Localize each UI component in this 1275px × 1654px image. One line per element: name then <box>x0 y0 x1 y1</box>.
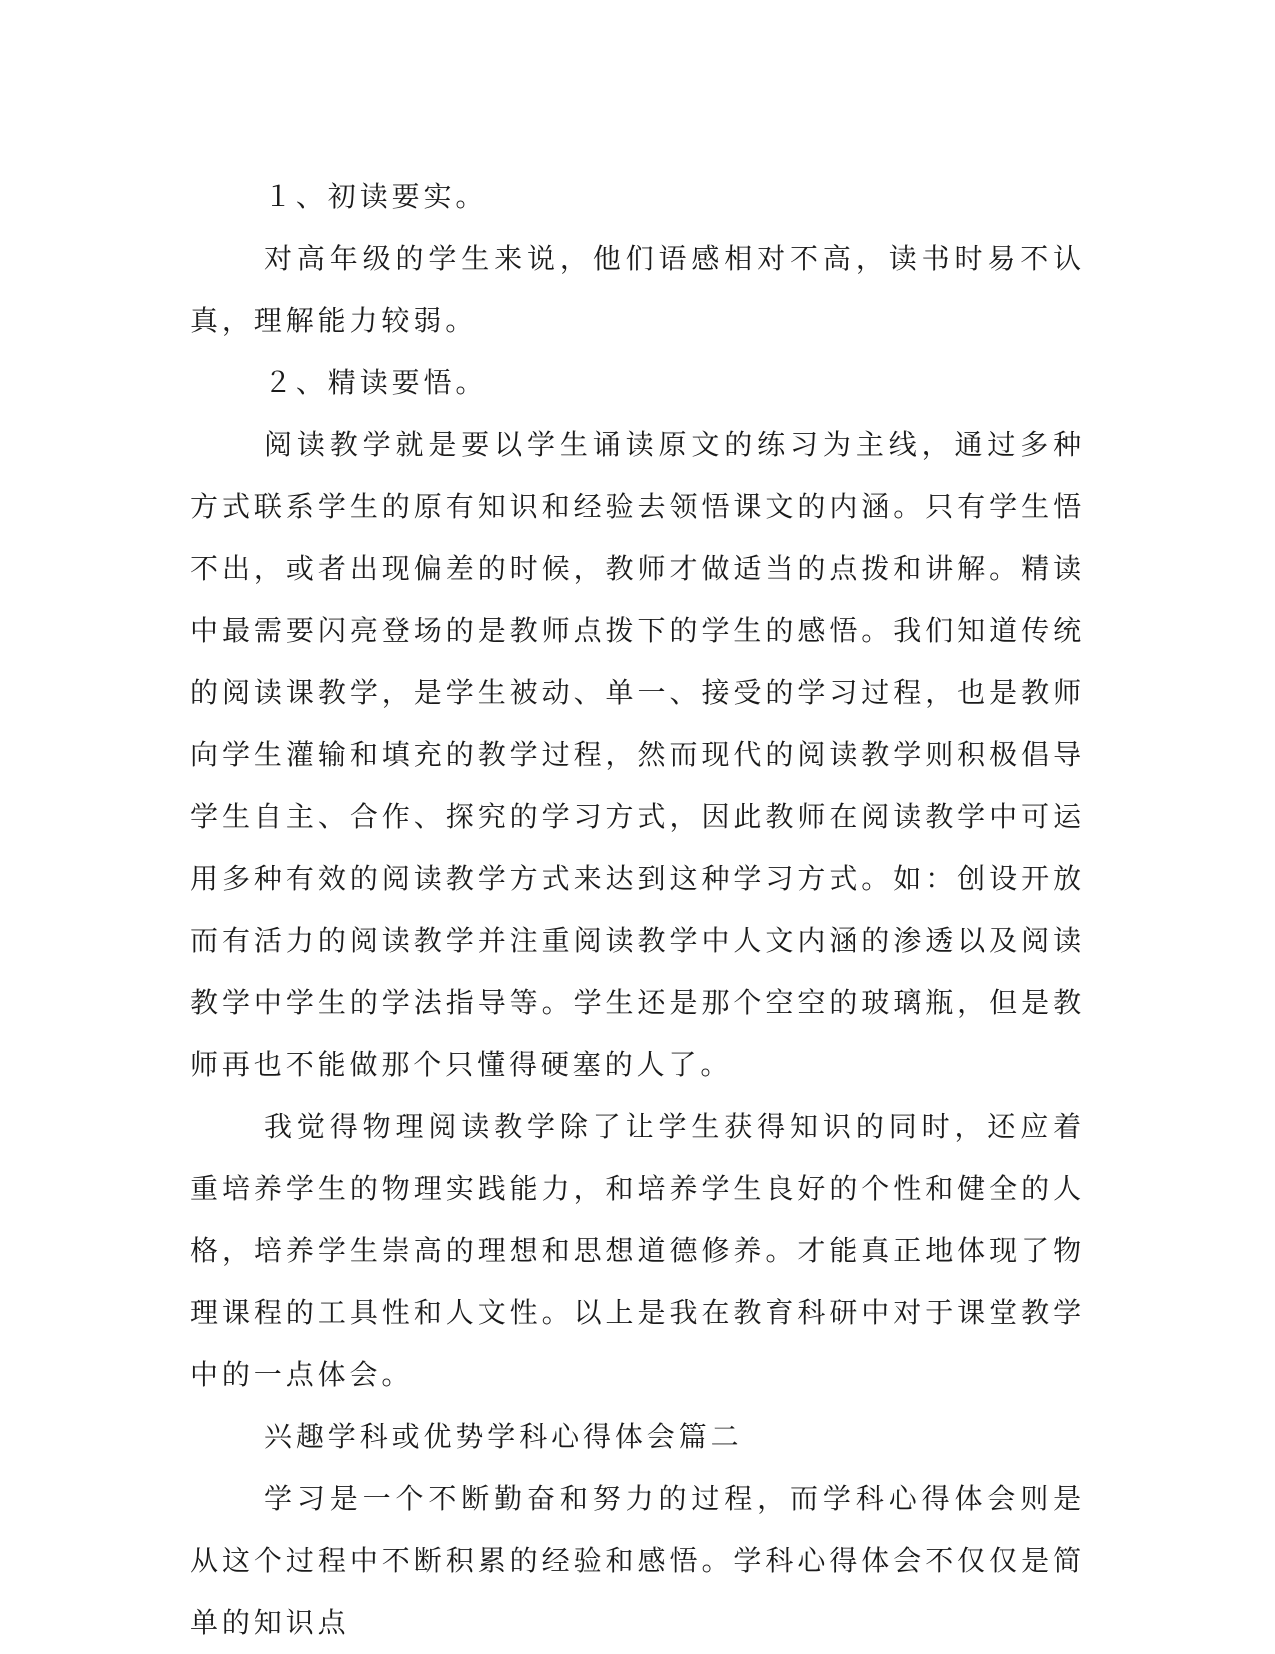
list-item-first-reading: １、初读要实。 <box>264 180 488 213</box>
paragraph-learning-process: 学习是一个不断勤奋和努力的过程，而学科心得体会则是从这个过程中不断积累的经验和感悟。学科心得体会不仅仅是简单的知识点 <box>190 1482 1085 1639</box>
list-item-close-reading: ２、精读要悟。 <box>264 366 488 399</box>
paragraph-first-reading: 对高年级的学生来说，他们语感相对不高，读书时易不认真，理解能力较弱。 <box>190 242 1085 337</box>
section-heading: 兴趣学科或优势学科心得体会篇二 <box>264 1420 743 1453</box>
paragraph-close-reading: 阅读教学就是要以学生诵读原文的练习为主线，通过多种方式联系学生的原有知识和经验去领悟课文的内涵。只有学生悟不出，或者出现偏差的时候，教师才做适当的点拨和讲解。精读中最需要闪亮登场的是教师点拨下的学生的感悟。我们知道传统的阅读课教学，是学生被动、单一、接受的学习过程，也是教师向学生灌输和填充的教学过程，然而现代的阅读教学则积极倡导学生自主、合作、探究的学习方式，因此教师在阅读教学中可运用多种有效的阅读教学方式来达到这种学习方式。如：创设开放而有活力的阅读教学并注重阅读教学中人文内涵的渗透以及阅读教学中学生的学法指导等。学生还是那个空空的玻璃瓶，但是教师再也不能做那个只懂得硬塞的人了。 <box>190 428 1085 1081</box>
paragraph-physics-reflection: 我觉得物理阅读教学除了让学生获得知识的同时，还应着重培养学生的物理实践能力，和培养学生良好的个性和健全的人格，培养学生崇高的理想和思想道德修养。才能真正地体现了物理课程的工具性和人文性。以上是我在教育科研中对于课堂教学中的一点体会。 <box>190 1110 1085 1391</box>
document-body <box>190 166 1085 1654</box>
